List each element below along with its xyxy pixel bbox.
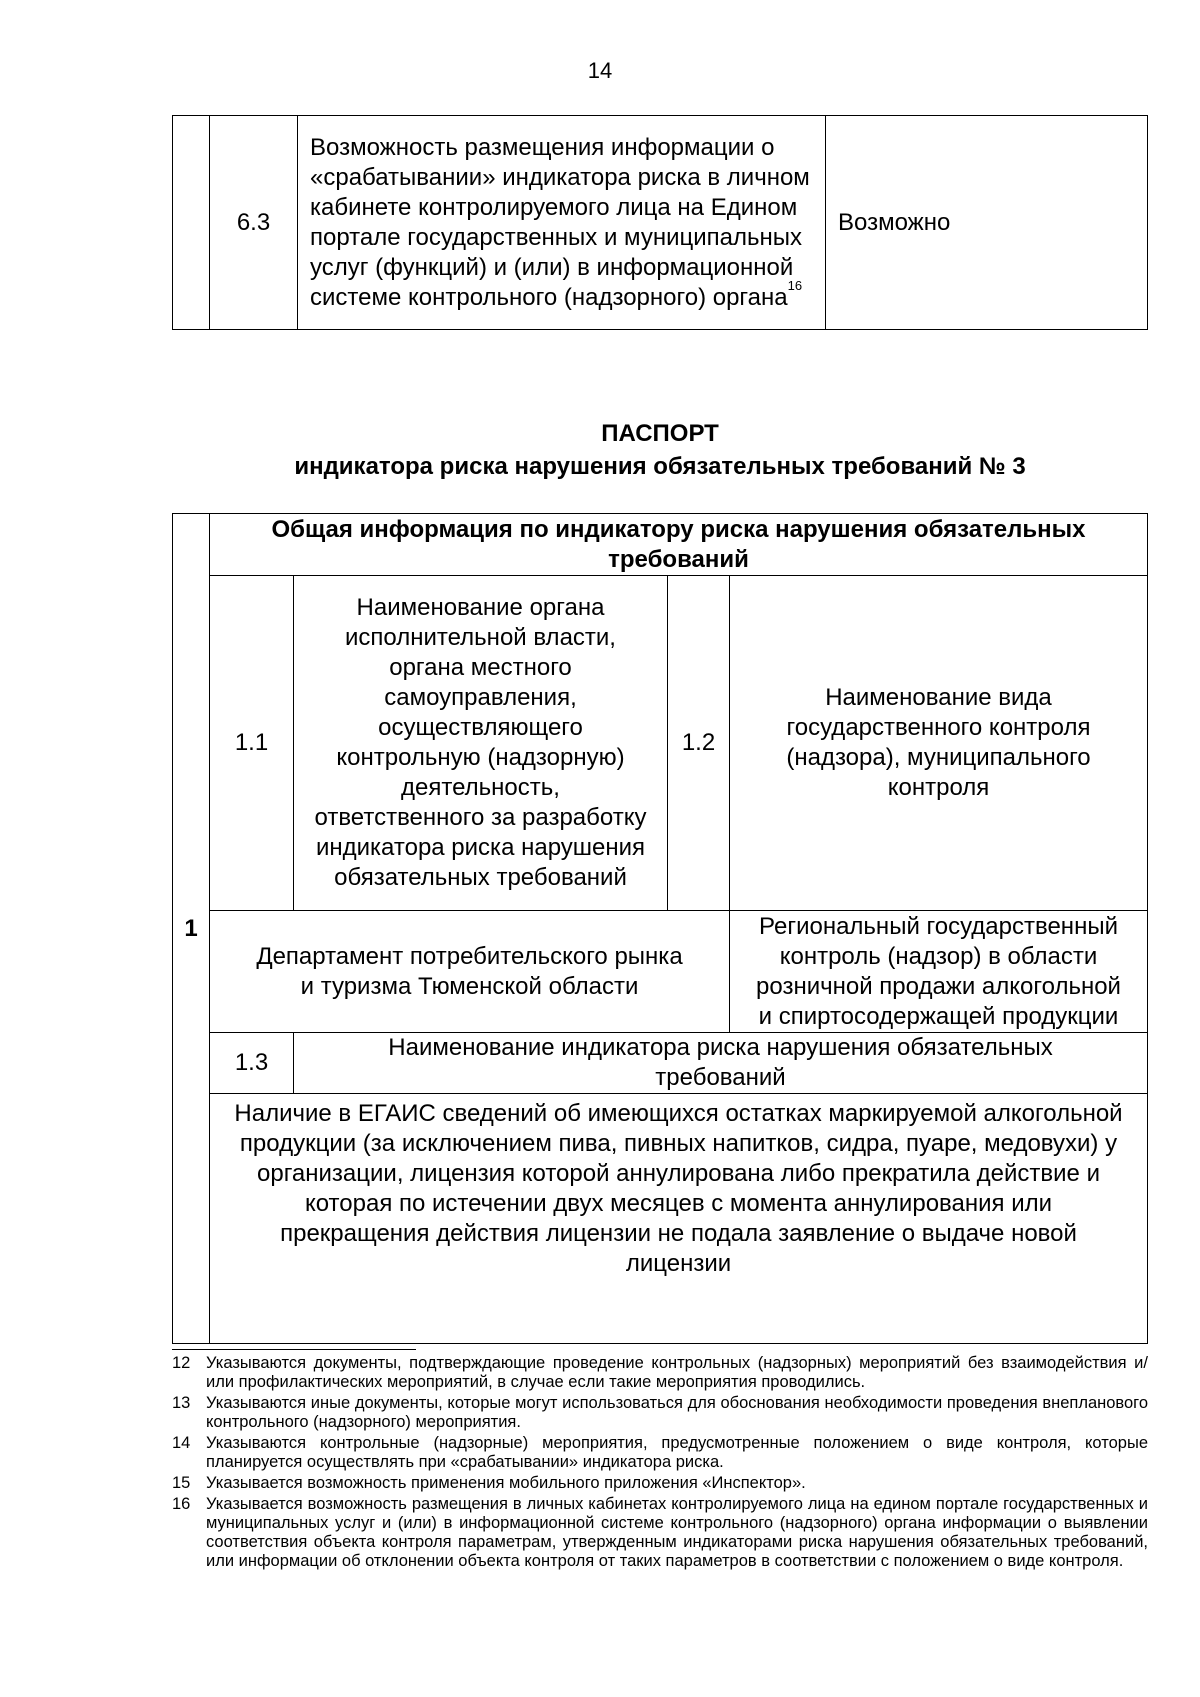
top-table bbox=[172, 115, 1148, 330]
empty-cell bbox=[173, 116, 210, 330]
row-code: 6.3 bbox=[210, 116, 298, 330]
footnote-ref: 16 bbox=[787, 277, 803, 293]
footnote-number: 15 bbox=[172, 1474, 191, 1492]
section-number: 1 bbox=[173, 514, 210, 1344]
table-row bbox=[173, 116, 1148, 330]
footnote bbox=[172, 1394, 1148, 1432]
passport-table bbox=[172, 513, 1148, 1344]
passport-title: ПАСПОРТ bbox=[601, 420, 719, 447]
item-1-3-label: Наименование индикатора риска нарушения обязательных требований bbox=[294, 1033, 1148, 1094]
item-1-3-code: 1.3 bbox=[210, 1033, 294, 1094]
page-number: 14 bbox=[587, 58, 613, 83]
table-row bbox=[173, 576, 1148, 911]
passport-subtitle: индикатора риска нарушения обязательных требований № 3 bbox=[294, 453, 1026, 480]
table-row bbox=[173, 514, 1148, 576]
footnote bbox=[172, 1474, 1148, 1493]
footnote-number: 12 bbox=[172, 1354, 191, 1372]
item-1-1-code: 1.1 bbox=[210, 576, 294, 911]
table-row bbox=[173, 911, 1148, 1033]
footnote bbox=[172, 1354, 1148, 1392]
table-row bbox=[173, 1094, 1148, 1344]
footnote-number: 13 bbox=[172, 1394, 191, 1412]
item-1-2-value: Региональный государственный контроль (надзор) в области розничной продажи алкогольной и спиртосодержащей продукции bbox=[730, 911, 1148, 1033]
footnote bbox=[172, 1434, 1148, 1472]
footnote-number: 14 bbox=[172, 1434, 191, 1452]
table-row bbox=[173, 1033, 1148, 1094]
description-text: Возможность размещения информации о «срабатывании» индикатора риска в личном кабинете контролируемого лица на Едином портале государственных и муниципальных услуг (функций) и (или) в информационной системе контрольного (надзорного) органа bbox=[310, 133, 810, 311]
row-value: Возможно bbox=[826, 116, 1148, 330]
footnote-separator bbox=[172, 1349, 416, 1350]
footnote-text: Указываются иные документы, которые могут использоваться для обоснования необходимости проведения внепланового контрольного (надзорного) мероприятия. bbox=[206, 1394, 1148, 1431]
item-1-2-code: 1.2 bbox=[668, 576, 730, 911]
footnote-text: Указывается возможность применения мобильного приложения «Инспектор». bbox=[206, 1474, 806, 1492]
item-1-1-value: Департамент потребительского рынка и туризма Тюменской области bbox=[210, 911, 730, 1033]
footnotes bbox=[172, 1354, 1148, 1573]
item-1-1-label: Наименование органа исполнительной власти, органа местного самоуправления, осуществляющего контрольную (надзорную) деятельность, ответственного за разработку индикатора риска нарушения обязательных требований bbox=[294, 576, 668, 911]
footnote-text: Указываются документы, подтверждающие проведение контрольных (надзорных) мероприятий без взаимодействия и/или профилактических мероприятий, в случае если такие мероприятия проводились. bbox=[206, 1354, 1148, 1391]
footnote-text: Указываются контрольные (надзорные) мероприятия, предусмотренные положением о виде контроля, которые планируется осуществлять при «срабатывании» индикатора риска. bbox=[206, 1434, 1148, 1471]
row-description bbox=[298, 116, 826, 330]
item-1-3-value: Наличие в ЕГАИС сведений об имеющихся остатках маркируемой алкогольной продукции (за исключением пива, пивных напитков, сидра, пуаре, медовухи) у организации, лицензия которой аннулирована либо прекратила действие и которая по истечении двух месяцев с момента аннулирования или прекращения действия лицензии не подала заявление о выдаче новой лицензии bbox=[210, 1094, 1148, 1344]
item-1-2-label: Наименование вида государственного контроля (надзора), муниципального контроля bbox=[730, 576, 1148, 911]
section-header: Общая информация по индикатору риска нарушения обязательных требований bbox=[210, 514, 1148, 576]
footnote-text: Указывается возможность размещения в личных кабинетах контролируемого лица на едином портале государственных и муниципальных услуг и (или) в информационной системе контрольного (надзорного) органа информации о выявлении соответствия объекта контроля параметрам, утвержденным индикаторами риска нарушения обязательных требований, или информации об отклонении объекта контроля от таких параметров в соответствии с положением о виде контроля. bbox=[206, 1495, 1148, 1570]
footnote-number: 16 bbox=[172, 1495, 191, 1513]
footnote bbox=[172, 1495, 1148, 1571]
